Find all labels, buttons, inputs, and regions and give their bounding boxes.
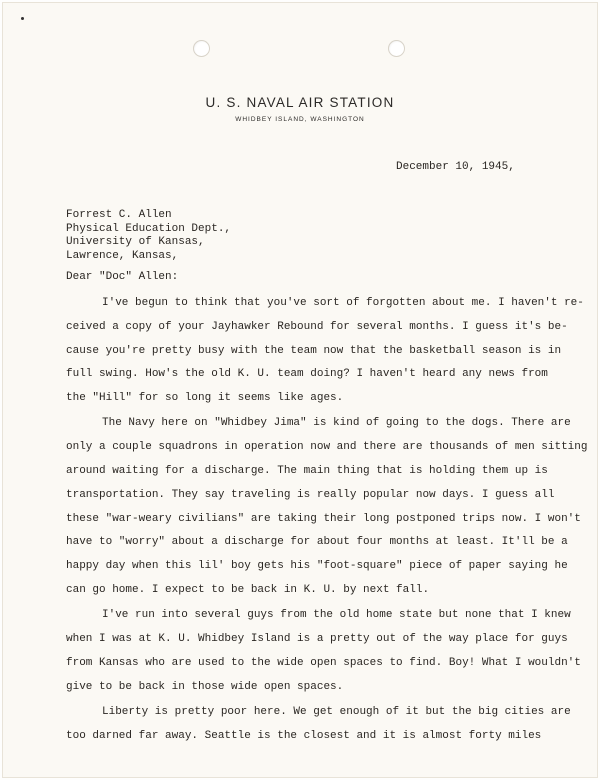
body-line: these "war-weary civilians" are taking their long postponed trips now. I won't	[66, 512, 581, 525]
punch-hole-left	[193, 40, 210, 57]
body-line: cause you're pretty busy with the team now that the basketball season is in	[66, 344, 562, 357]
letterhead-subtitle: WHIDBEY ISLAND, WASHINGTON	[235, 116, 365, 123]
body-line: I've begun to think that you've sort of forgotten about me. I haven't re-	[102, 297, 584, 309]
body-line: ceived a copy of your Jayhawker Rebound for several months. I guess it's be-	[66, 320, 568, 333]
body-line: The Navy here on "Whidbey Jima" is kind of going to the dogs. There are	[102, 417, 571, 430]
body-line: only a couple squadrons in operation now and there are thousands of men sitting	[66, 441, 588, 454]
body-line: from Kansas who are used to the wide open spaces to find. Boy! What I wouldn't	[66, 656, 581, 669]
body-line: Liberty is pretty poor here. We get enough of it but the big cities are	[102, 706, 571, 719]
body-line: transportation. They say traveling is really popular now days. I guess all	[66, 488, 555, 501]
paper-speck	[21, 17, 24, 20]
address-line: Physical Education Dept.,	[66, 222, 232, 235]
address-line: Lawrence, Kansas,	[66, 249, 179, 262]
salutation: Dear "Doc" Allen:	[66, 271, 179, 283]
body-line: have to "worry" about a discharge for about four months at least. It'll be a	[66, 536, 568, 549]
address-line: University of Kansas,	[66, 236, 205, 248]
letter-body	[66, 296, 588, 753]
body-line: full swing. How's the old K. U. team doing? I haven't heard any news from	[66, 368, 548, 381]
letter-date: December 10, 1945,	[396, 161, 515, 173]
letterhead-title: U. S. NAVAL AIR STATION	[205, 95, 395, 110]
body-line: too darned far away. Seattle is the closest and it is almost forty miles	[66, 729, 542, 742]
address-line: Forrest C. Allen	[66, 209, 172, 221]
body-line: around waiting for a discharge. The main thing that is holding them up is	[66, 465, 548, 478]
body-line: can go home. I expect to be back in K. U. by next fall.	[66, 584, 430, 597]
body-line: the "Hill" for so long it seems like ages.	[66, 392, 344, 405]
body-line: I've run into several guys from the old home state but none that I knew	[102, 609, 571, 622]
punch-hole-right	[388, 40, 405, 57]
body-line: give to be back in those wide open spaces.	[66, 680, 344, 693]
body-line: happy day when this lil' boy gets his "foot-square" piece of paper saying he	[66, 560, 568, 573]
body-line: when I was at K. U. Whidbey Island is a pretty out of the way place for guys	[66, 633, 568, 646]
recipient-address	[66, 209, 231, 263]
